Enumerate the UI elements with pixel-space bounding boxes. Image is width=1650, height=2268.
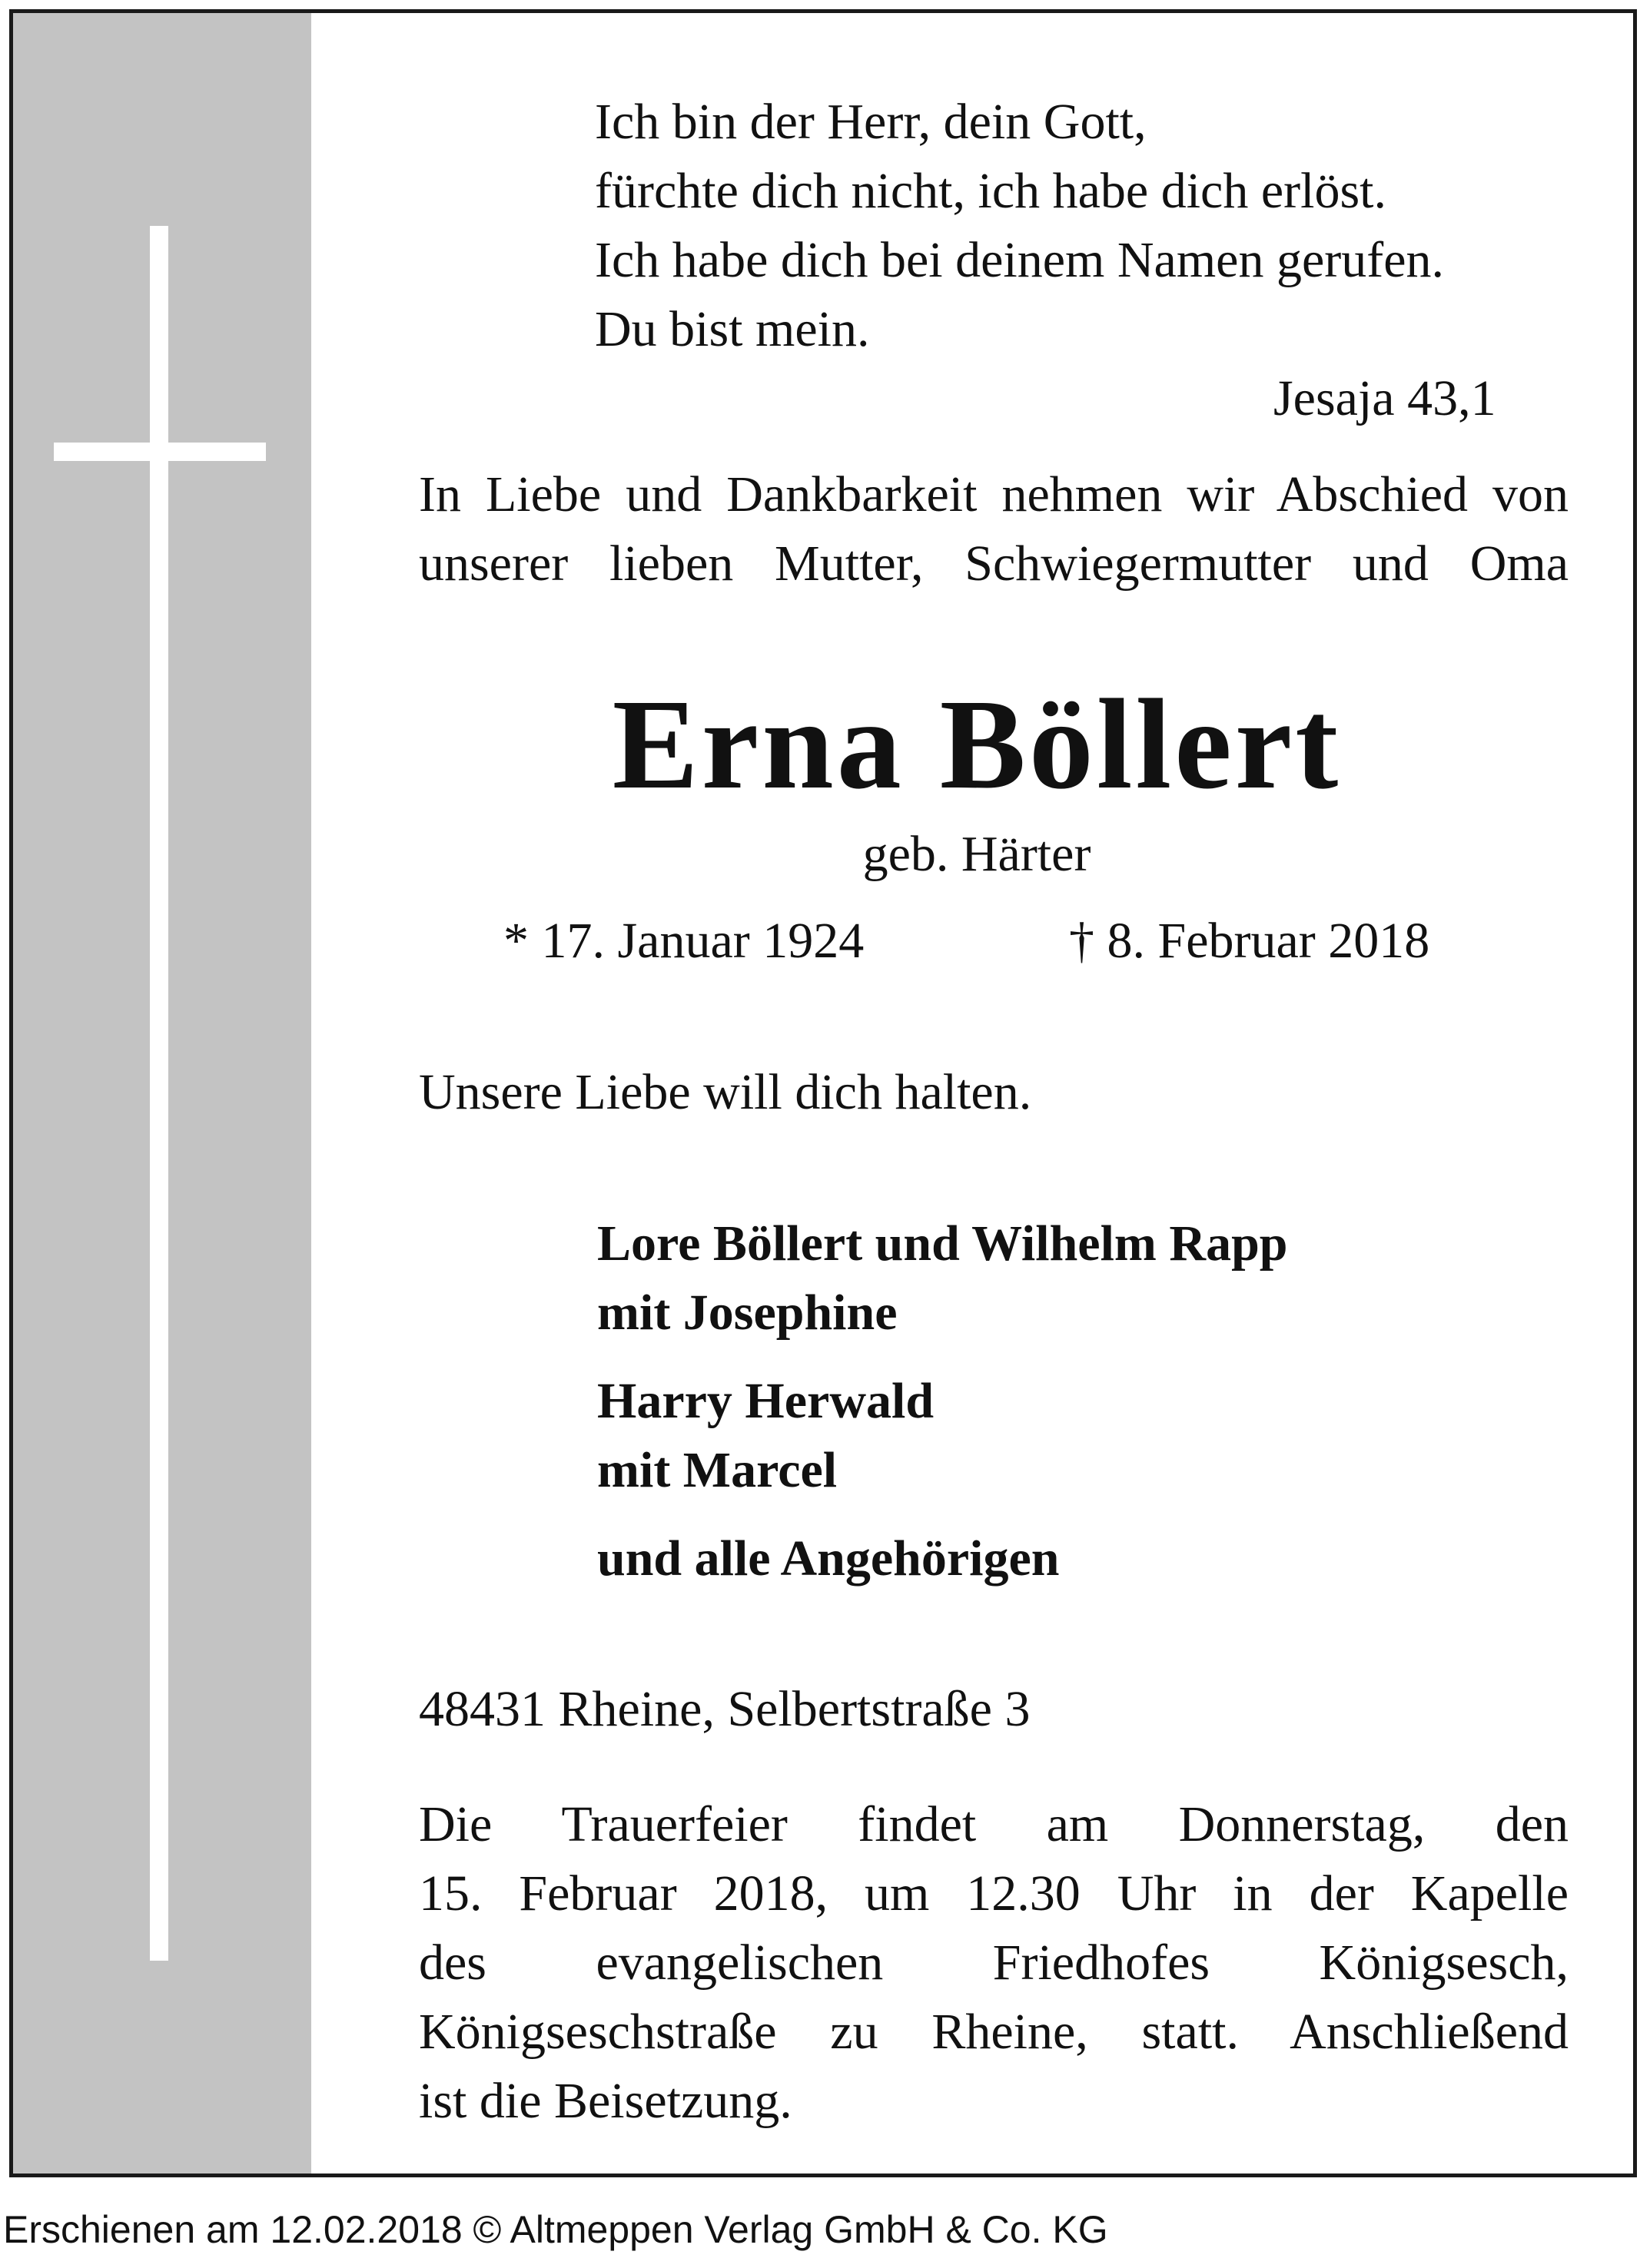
mourner-line: mit Josephine (597, 1285, 898, 1341)
death-date: † 8. Februar 2018 (1069, 913, 1430, 969)
verse-source: Jesaja 43,1 (1273, 370, 1496, 426)
maiden-name: geb. Härter (862, 826, 1091, 882)
ceremony-line: des evangelischen Friedhofes Königsesch, (419, 1935, 1569, 1991)
mourner-line: Lore Böllert und Wilhelm Rapp (597, 1215, 1288, 1272)
obituary-frame (9, 9, 1637, 2177)
ceremony-line: Königseschstraße zu Rheine, statt. Anschließend (419, 2004, 1569, 2060)
address: 48431 Rheine, Selbertstraße 3 (419, 1681, 1031, 1737)
intro-line: In Liebe und Dankbarkeit nehmen wir Abschied von (419, 466, 1569, 522)
ceremony-line: 15. Februar 2018, um 12.30 Uhr in der Kapelle (419, 1865, 1569, 1922)
intro-line: unserer lieben Mutter, Schwiegermutter und Oma (419, 536, 1569, 592)
verse-line: Du bist mein. (595, 301, 870, 357)
verse-line: fürchte dich nicht, ich habe dich erlöst. (595, 163, 1386, 219)
verse-line: Ich bin der Herr, dein Gott, (595, 94, 1147, 150)
message: Unsere Liebe will dich halten. (419, 1064, 1032, 1120)
ceremony-line: ist die Beisetzung. (419, 2073, 792, 2129)
deceased-name: Erna Böllert (612, 673, 1342, 816)
birth-date: * 17. Januar 1924 (503, 913, 865, 969)
publication-footer: Erschienen am 12.02.2018 © Altmeppen Verlag GmbH & Co. KG (3, 2208, 1108, 2251)
mourner-line: Harry Herwald (597, 1373, 935, 1429)
verse-line: Ich habe dich bei deinem Namen gerufen. (595, 232, 1445, 288)
mourner-line: mit Marcel (597, 1442, 838, 1498)
obituary-content (13, 13, 1633, 2174)
mourner-others: und alle Angehörigen (597, 1530, 1060, 1587)
ceremony-line: Die Trauerfeier findet am Donnerstag, den (419, 1796, 1569, 1852)
